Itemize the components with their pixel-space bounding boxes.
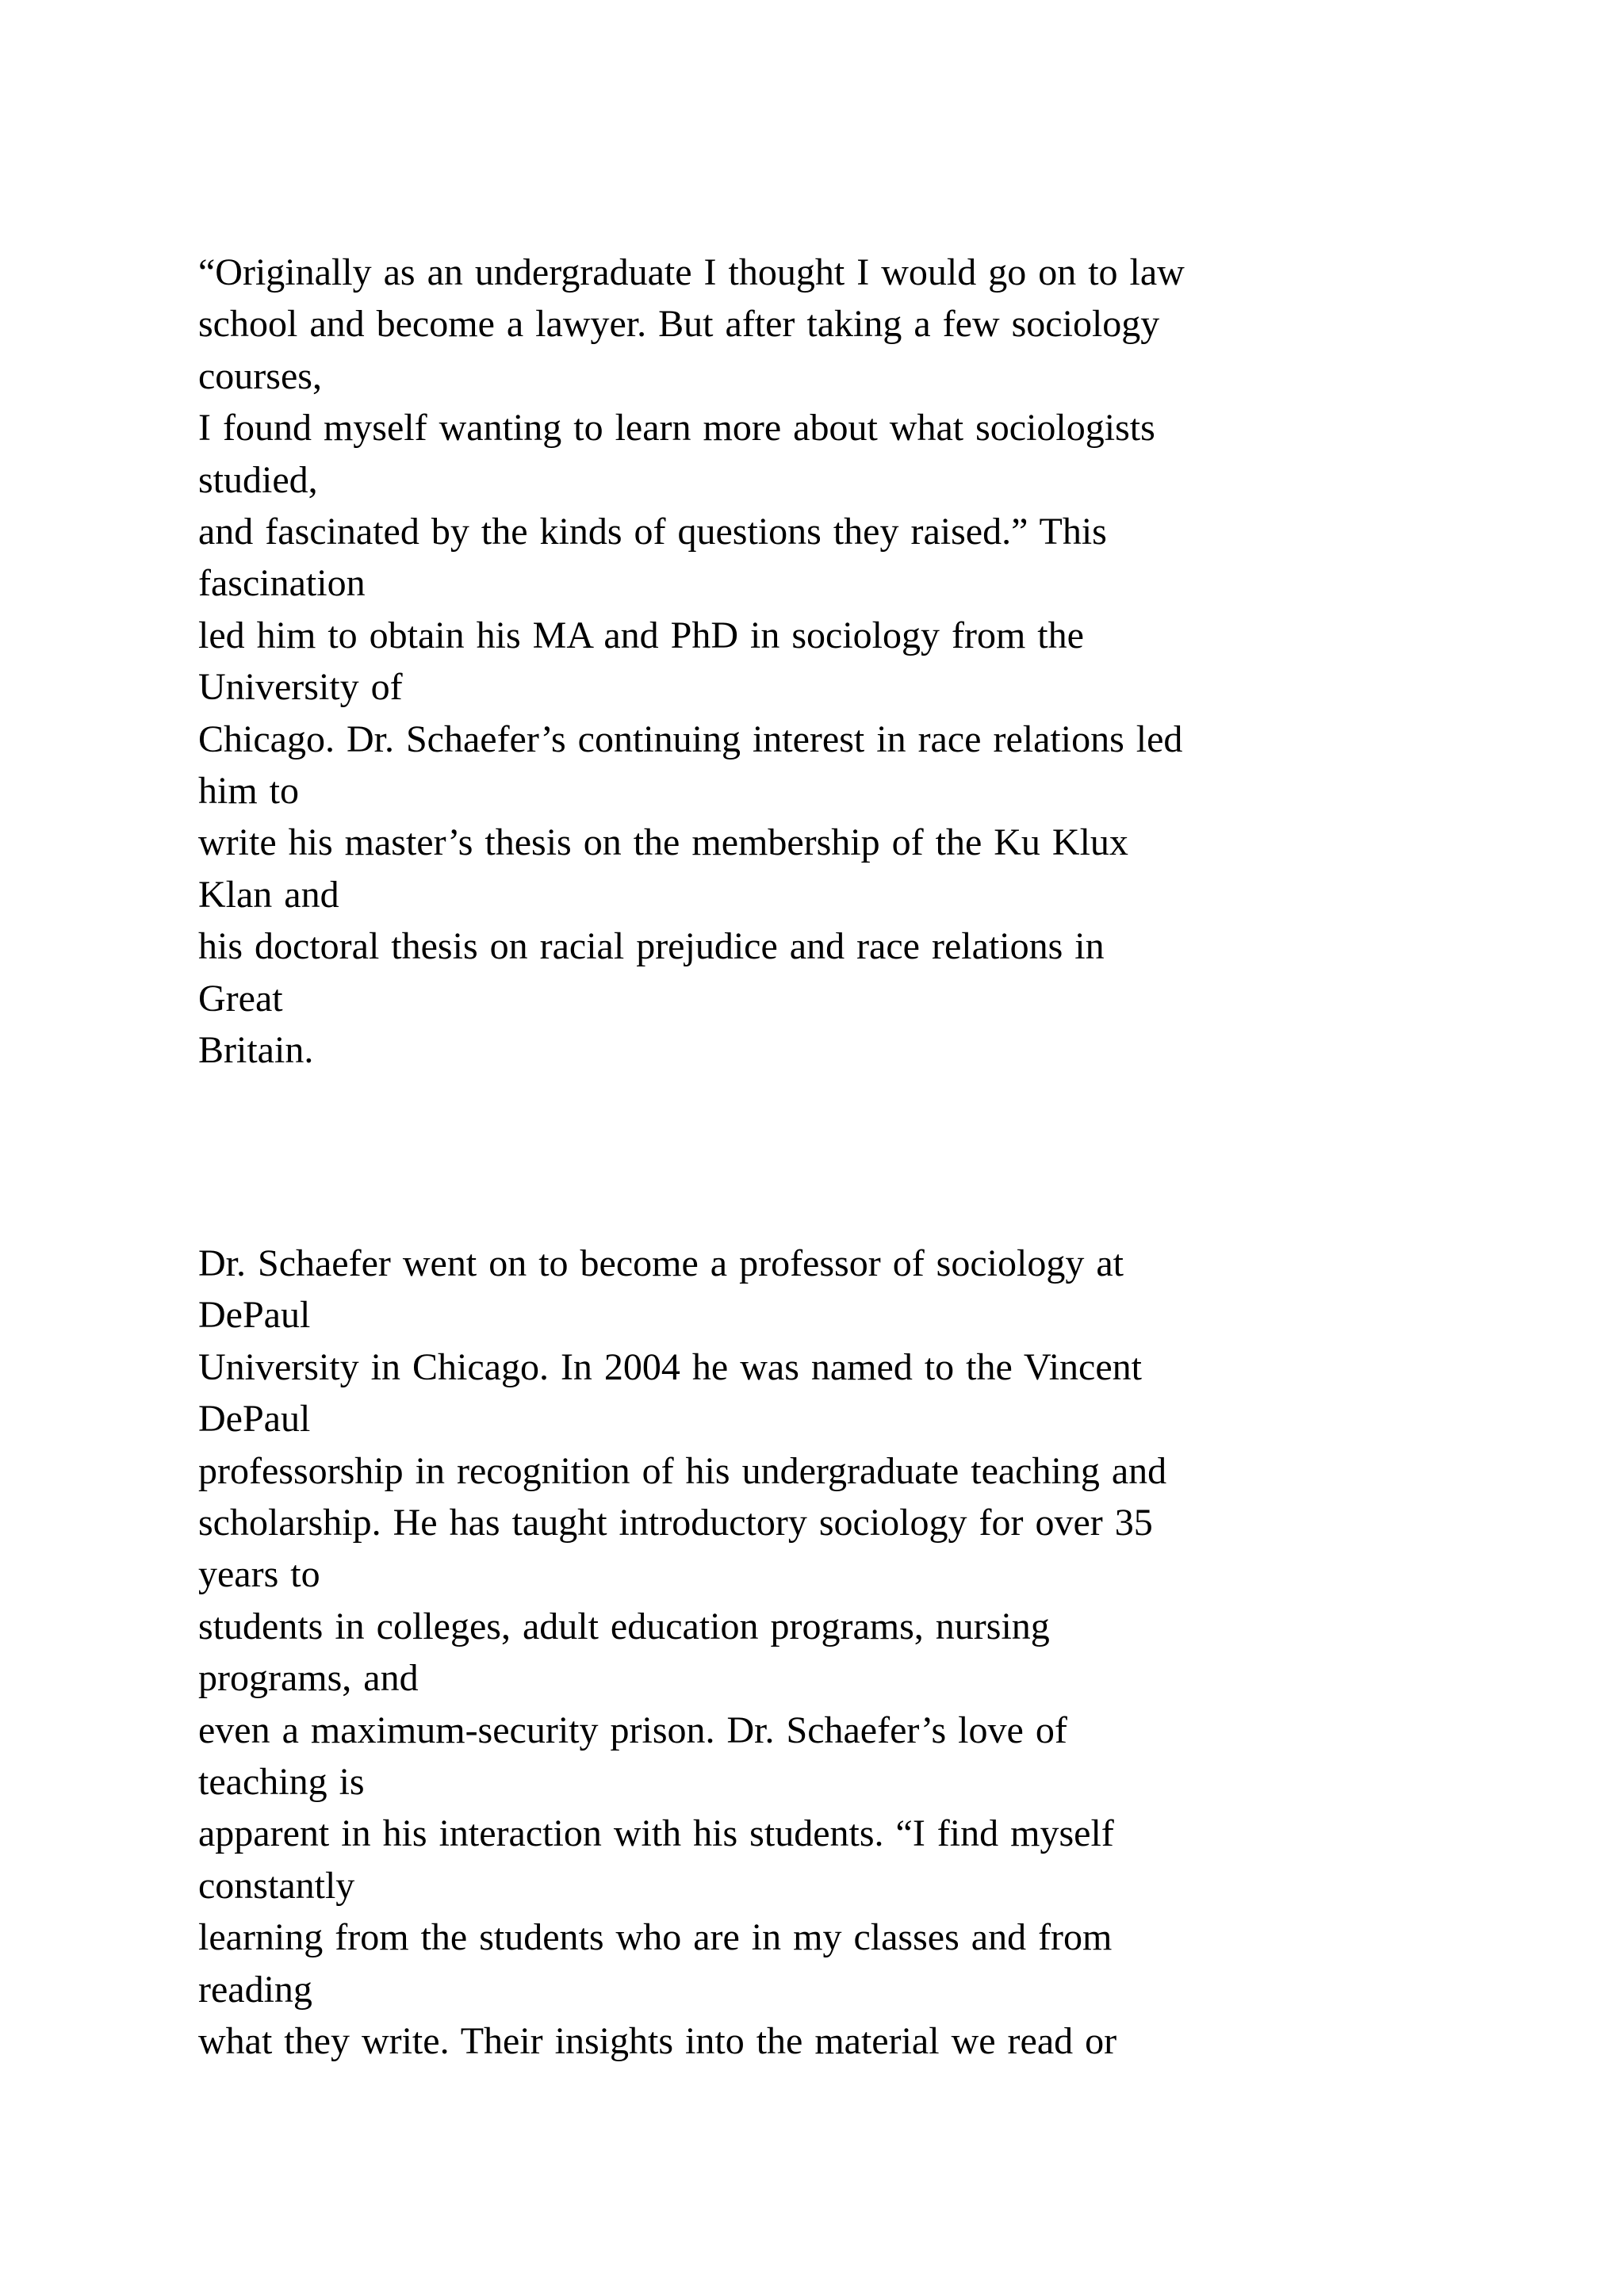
text-line: fascination <box>198 562 366 605</box>
text-line: courses, <box>198 354 322 397</box>
text-line: studied, <box>198 458 318 501</box>
text-line: reading <box>198 1968 312 2011</box>
text-line: Britain. <box>198 1029 314 1072</box>
text-line: DePaul <box>198 1398 311 1441</box>
text-line: constantly <box>198 1864 355 1907</box>
text-line: what they write. Their insights into the material we read or <box>198 2020 1117 2063</box>
text-line: I found myself wanting to learn more about what sociologists <box>198 407 1155 450</box>
text-line: teaching is <box>198 1761 365 1804</box>
text-line: University in Chicago. In 2004 he was named to the Vincent <box>198 1345 1142 1388</box>
text-line: scholarship. He has taught introductory sociology for over 35 <box>198 1502 1153 1544</box>
text-line: even a maximum-security prison. Dr. Schaefer’s love of <box>198 1709 1067 1751</box>
text-line: led him to obtain his MA and PhD in sociology from the <box>198 614 1084 656</box>
paragraph-2 <box>198 1238 1546 2068</box>
text-line: his doctoral thesis on racial prejudice and race relations in <box>198 925 1105 968</box>
text-line: school and become a lawyer. But after taking a few sociology <box>198 303 1160 346</box>
text-line: “Originally as an undergraduate I thought I would go on to law <box>198 251 1185 293</box>
text-line: write his master’s thesis on the membership of the Ku Klux <box>198 821 1128 864</box>
text-line: and fascinated by the kinds of questions they raised.” This <box>198 511 1107 553</box>
text-line: learning from the students who are in my classes and from <box>198 1916 1113 1959</box>
text-line: programs, and <box>198 1657 419 1700</box>
text-line: Dr. Schaefer went on to become a professor of sociology at <box>198 1242 1124 1284</box>
text-line: professorship in recognition of his undergraduate teaching and <box>198 1449 1167 1492</box>
text-line: Klan and <box>198 873 339 916</box>
text-line: apparent in his interaction with his students. “I find myself <box>198 1812 1114 1855</box>
text-line: University of <box>198 666 403 709</box>
text-line: Chicago. Dr. Schaefer’s continuing interest in race relations led <box>198 718 1183 760</box>
paragraph-1 <box>198 247 1546 1077</box>
text-line: him to <box>198 770 300 813</box>
text-line: Great <box>198 977 283 1020</box>
text-line: students in colleges, adult education programs, nursing <box>198 1605 1050 1647</box>
text-line: years to <box>198 1553 320 1596</box>
text-line: DePaul <box>198 1294 311 1337</box>
